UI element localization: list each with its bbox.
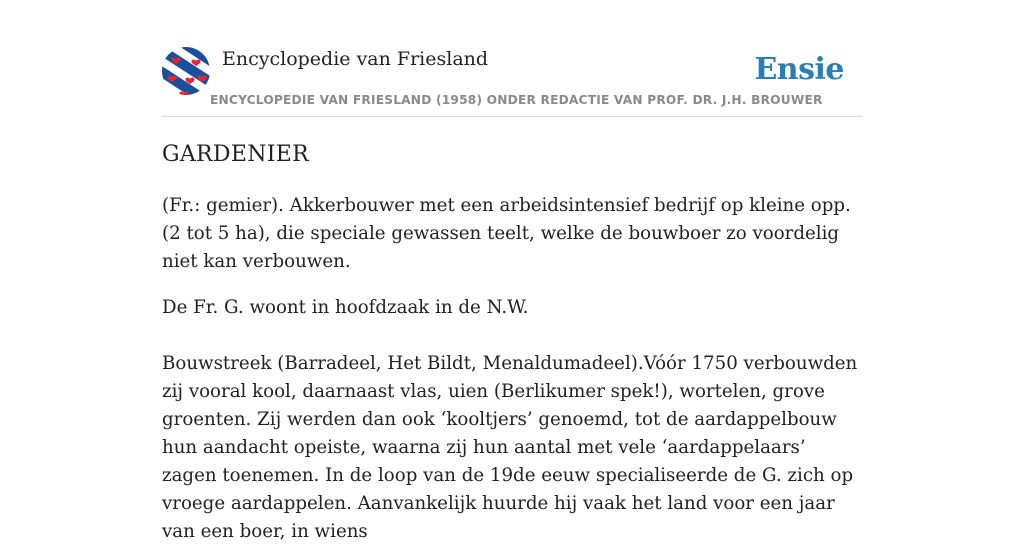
article-title: GARDENIER	[162, 142, 309, 167]
site-subtitle: ENCYCLOPEDIE VAN FRIESLAND (1958) ONDER REDACTIE VAN PROF. DR. J.H. BROUWER	[210, 93, 823, 107]
ensie-logo[interactable]: Ensie	[754, 52, 844, 87]
article	[162, 138, 862, 546]
frisian-flag-icon[interactable]	[162, 47, 210, 95]
site-header	[162, 46, 862, 117]
site-title[interactable]: Encyclopedie van Friesland	[222, 48, 489, 70]
article-paragraph: (Fr.: gemier). Akkerbouwer met een arbeidsintensief bedrijf op kleine opp. (2 tot 5 ha), die speciale gewassen teelt, welke de bouwboer zo voordelig niet kan verbouwen.	[162, 195, 851, 272]
article-paragraph: De Fr. G. woont in hoofdzaak in de N.W.	[162, 297, 529, 318]
article-paragraph: Bouwstreek (Barradeel, Het Bildt, Menaldumadeel).Vóór 1750 verbouwden zij vooral kool, daarnaast vlas, uien (Berlikumer spek!), wortelen, grove groenten. Zij werden dan ook ‘kooltjers’ genoemd, tot de aardappelbouw hun aandacht opeiste, waarna zij hun aantal met vele ‘aardappelaars’ zagen toenemen. In de loop van de 19de eeuw specialiseerde de G. zich op vroege aardappelen. Aanvankelijk huurde hij vaak het land voor een jaar van een boer, in wiens	[162, 353, 858, 542]
